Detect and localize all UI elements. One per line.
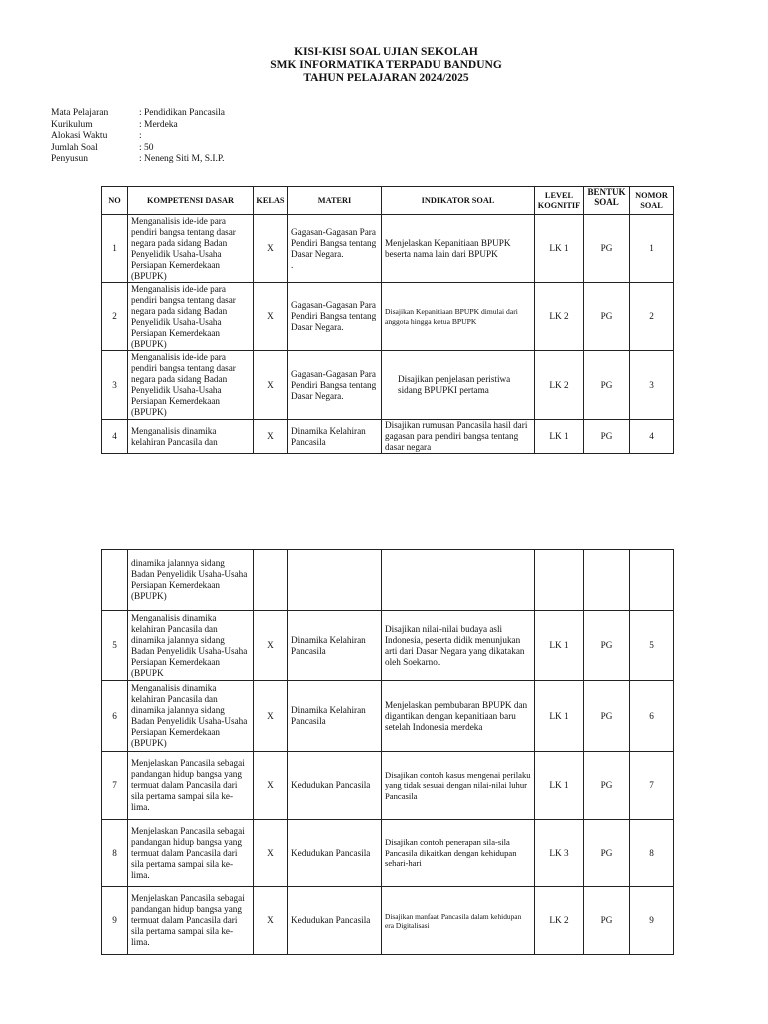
cell-indikator: Menjelaskan pembubaran BPUPK dan digantikan dengan kepanitiaan baru setelah Indonesia merdeka (382, 681, 535, 752)
cell-nomor: 7 (630, 752, 674, 820)
table-row (102, 681, 674, 752)
header-materi: MATERI (288, 187, 382, 215)
cell-bentuk: PG (584, 820, 630, 887)
table-row (102, 887, 674, 955)
cell-indikator: Disajikan contoh penerapan sila-sila Pancasila dikaitkan dengan kehidupan sehari-hari (382, 820, 535, 887)
meta-row (51, 131, 225, 143)
cell-level: LK 1 (535, 215, 584, 283)
cell-kompetensi-dasar: Menjelaskan Pancasila sebagai pandangan hidup bangsa yang termuat dalam Pancasila dari sila pertama sampai sila ke- lima. (128, 820, 254, 887)
cell-bentuk: PG (584, 887, 630, 955)
header-kompetensi-dasar: KOMPETENSI DASAR (128, 187, 254, 215)
header-no: NO (102, 187, 128, 215)
cell-level: LK 2 (535, 351, 584, 420)
kisi-kisi-table-page-2 (101, 549, 674, 955)
cell-level: LK 2 (535, 887, 584, 955)
cell-bentuk: PG (584, 752, 630, 820)
cell-level: LK 1 (535, 611, 584, 681)
cell-materi (288, 550, 382, 611)
cell-level: LK 1 (535, 420, 584, 454)
cell-level: LK 2 (535, 283, 584, 351)
table-row (102, 283, 674, 351)
meta-row (51, 143, 225, 155)
cell-kelas: X (254, 215, 288, 283)
header-level-kognitif: LEVEL KOGNITIF (535, 187, 584, 215)
meta-value: : Neneng Siti M, S.I.P. (139, 154, 225, 164)
cell-level (535, 550, 584, 611)
cell-materi: Gagasan-Gagasan Para Pendiri Bangsa tentang Dasar Negara. (288, 351, 382, 420)
meta-row (51, 154, 225, 166)
meta-row (51, 108, 225, 120)
kisi-kisi-table-page-1 (101, 186, 674, 454)
cell-kelas: X (254, 681, 288, 752)
cell-kompetensi-dasar: Menganalisis ide-ide para pendiri bangsa tentang dasar negara pada sidang Badan Penyelidik Usaha-Usaha Persiapan Kemerdekaan (BPUPK) (128, 215, 254, 283)
cell-materi: Kedudukan Pancasila (288, 887, 382, 955)
cell-kompetensi-dasar: Menjelaskan Pancasila sebagai pandangan hidup bangsa yang termuat dalam Pancasila dari sila pertama sampai sila ke- lima. (128, 752, 254, 820)
cell-kompetensi-dasar: dinamika jalannya sidang Badan Penyelidik Usaha-Usaha Persiapan Kemerdekaan (BPUPK) (128, 550, 254, 611)
cell-indikator: Disajikan nilai-nilai budaya asli Indonesia, peserta didik menunjukan arti dari Dasar Negara yang dikatakan oleh Soekarno. (382, 611, 535, 681)
cell-level: LK 1 (535, 752, 584, 820)
title-line-3: TAHUN PELAJARAN 2024/2025 (303, 72, 469, 84)
table-row-continuation (102, 550, 674, 611)
cell-bentuk (584, 550, 630, 611)
meta-label: Kurikulum (51, 119, 93, 130)
cell-kelas: X (254, 611, 288, 681)
cell-no: 1 (102, 215, 128, 283)
meta-value: : Pendidikan Pancasila (139, 108, 226, 118)
cell-bentuk: PG (584, 351, 630, 420)
cell-kompetensi-dasar: Menganalisis ide-ide para pendiri bangsa tentang dasar negara pada sidang Badan Penyelidik Usaha-Usaha Persiapan Kemerdekaan (BPUPK) (128, 351, 254, 420)
cell-materi: Kedudukan Pancasila (288, 752, 382, 820)
cell-level: LK 1 (535, 681, 584, 752)
cell-indikator: Disajikan Kepanitiaan BPUPK dimulai dari anggota hingga ketua BPUPK (382, 283, 535, 351)
table-row (102, 611, 674, 681)
table-row (102, 752, 674, 820)
document-meta (51, 108, 225, 166)
cell-no: 6 (102, 681, 128, 752)
cell-bentuk: PG (584, 420, 630, 454)
meta-value: : (139, 131, 142, 141)
header-bentuk-soal: BENTUK SOAL (584, 187, 630, 215)
cell-kelas: X (254, 351, 288, 420)
cell-nomor: 8 (630, 820, 674, 887)
meta-label: Mata Pelajaran (51, 108, 109, 118)
cell-kelas: X (254, 752, 288, 820)
document-title (0, 46, 768, 85)
cell-kompetensi-dasar: Menganalisis dinamika kelahiran Pancasila dan dinamika jalannya sidang Badan Penyelidik Usaha-Usaha Persiapan Kemerdekaan (BPUPK) (128, 681, 254, 752)
cell-kompetensi-dasar: Menjelaskan Pancasila sebagai pandangan hidup bangsa yang termuat dalam Pancasila dari sila pertama sampai sila ke- lima. (128, 887, 254, 955)
cell-materi: Kedudukan Pancasila (288, 820, 382, 887)
cell-kelas (254, 550, 288, 611)
table-header-row (102, 187, 674, 215)
cell-nomor: 2 (630, 283, 674, 351)
cell-kelas: X (254, 820, 288, 887)
cell-indikator: Disajikan contoh kasus mengenai perilaku yang tidak sesuai dengan nilai-nilai luhur Pancasila (382, 752, 535, 820)
cell-bentuk: PG (584, 611, 630, 681)
header-indikator-soal: INDIKATOR SOAL (382, 187, 535, 215)
cell-no: 4 (102, 420, 128, 454)
cell-nomor: 6 (630, 681, 674, 752)
cell-no: 8 (102, 820, 128, 887)
cell-no: 9 (102, 887, 128, 955)
cell-kompetensi-dasar: Menganalisis dinamika kelahiran Pancasila dan dinamika jalannya sidang Badan Penyelidik Usaha-Usaha Persiapan Kemerdekaan (BPUPK (128, 611, 254, 681)
title-line-1: KISI-KISI SOAL UJIAN SEKOLAH (294, 46, 478, 58)
cell-bentuk: PG (584, 215, 630, 283)
cell-level: LK 3 (535, 820, 584, 887)
table-row (102, 420, 674, 454)
cell-no: 5 (102, 611, 128, 681)
cell-materi-extra: . (291, 259, 294, 270)
meta-label: Jumlah Soal (51, 142, 98, 153)
header-kelas: KELAS (254, 187, 288, 215)
meta-value: : Merdeka (139, 119, 178, 130)
cell-kompetensi-dasar: Menganalisis ide-ide para pendiri bangsa tentang dasar negara pada sidang Badan Penyelidik Usaha-Usaha Persiapan Kemerdekaan (BPUPK) (128, 283, 254, 351)
cell-no: 3 (102, 351, 128, 420)
cell-indikator (382, 550, 535, 611)
meta-label: Alokasi Waktu (51, 131, 108, 141)
cell-indikator: Disajikan penjelasan peristiwa sidang BPUPKI pertama (382, 351, 535, 420)
cell-no: 2 (102, 283, 128, 351)
cell-materi-text: Gagasan-Gagasan Para Pendiri Bangsa tentang Dasar Negara. (291, 226, 377, 259)
cell-materi: Gagasan-Gagasan Para Pendiri Bangsa tentang Dasar Negara. (288, 283, 382, 351)
table-row (102, 351, 674, 420)
cell-kompetensi-dasar: Menganalisis dinamika kelahiran Pancasila dan (128, 420, 254, 454)
cell-nomor: 5 (630, 611, 674, 681)
cell-indikator: Menjelaskan Kepanitiaan BPUPK beserta nama lain dari BPUPK (382, 215, 535, 283)
table-row (102, 820, 674, 887)
meta-label: Penyusun (51, 154, 88, 164)
table-row (102, 215, 674, 283)
cell-nomor: 3 (630, 351, 674, 420)
cell-materi: Dinamika Kelahiran Pancasila (288, 681, 382, 752)
cell-nomor: 4 (630, 420, 674, 454)
meta-row (51, 120, 225, 132)
cell-no: 7 (102, 752, 128, 820)
cell-kelas: X (254, 420, 288, 454)
cell-bentuk: PG (584, 283, 630, 351)
cell-bentuk: PG (584, 681, 630, 752)
cell-indikator: Disajikan rumusan Pancasila hasil dari gagasan para pendiri bangsa tentang dasar negara (382, 420, 535, 454)
cell-materi: Dinamika Kelahiran Pancasila (288, 420, 382, 454)
header-nomor-soal: NOMOR SOAL (630, 187, 674, 215)
cell-nomor: 9 (630, 887, 674, 955)
cell-kelas: X (254, 887, 288, 955)
cell-no (102, 550, 128, 611)
cell-materi (288, 215, 382, 283)
meta-value: : 50 (139, 142, 154, 153)
cell-nomor (630, 550, 674, 611)
cell-nomor: 1 (630, 215, 674, 283)
cell-indikator: Disajikan manfaat Pancasila dalam kehidupan era Digitalisasi (382, 887, 535, 955)
cell-kelas: X (254, 283, 288, 351)
title-line-2: SMK INFORMATIKA TERPADU BANDUNG (270, 59, 502, 71)
cell-materi: Dinamika Kelahiran Pancasila (288, 611, 382, 681)
